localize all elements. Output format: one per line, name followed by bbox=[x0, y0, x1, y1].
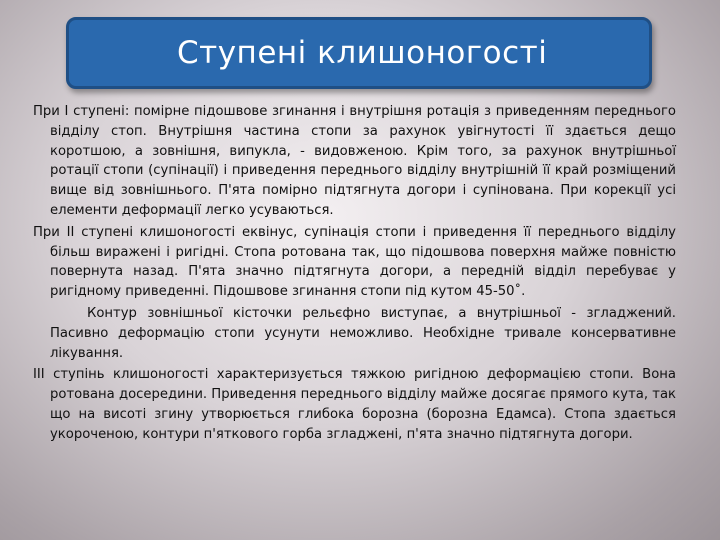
slide-body bbox=[33, 102, 676, 447]
paragraph-stage-2-contour-text: Контур зовнішньої кісточки рельєфно виступає, а внутрішньої - згладжений. Пасивно деформацію стопи усунути неможливо. Необхідне тривале консервативне лікування. bbox=[50, 305, 676, 361]
title-box bbox=[66, 17, 652, 89]
paragraph-stage-3: ІІІ ступінь клишоногості характеризується тяжкою ригідною деформацією стопи. Вона ротована досередини. Приведення переднього відділу майже досягає прямого кута, так що на висоті згину утворюється глибока борозна (борозна Едамса). Стопа здається укороченою, контури п'яткового горба згладжені, п'ята значно підтягнута догори. bbox=[33, 367, 676, 442]
paragraph-stage-2-contour bbox=[33, 304, 676, 363]
slide-title: Ступені клишоногості bbox=[177, 35, 548, 71]
paragraph-stage-2: При ІІ ступені клишоногості еквінус, супінація стопи і приведення її переднього відділу більш виражені і ригідні. Стопа ротована так, що підошвова поверхня майже повністю повернута назад. П'ята значно підтягнута догори, а передній відділ перебуває у ригідному приведенні. Підошвове згинання стопи під кутом 45-50˚. bbox=[33, 224, 676, 300]
paragraph-stage-1: При І ступені: помірне підошвове згинання і внутрішня ротація з приведенням переднього відділу стоп. Внутрішня частина стопи за рахунок увігнутості її здається дещо коротшою, а зовнішня, випукла, - видовженою. Крім того, за рахунок внутрішньої ротації стопи (супінації) і приведення переднього відділу внутрішній її край розміщений вище від зовнішнього. П'ята помірно підтягнута догори і супінована. При корекції усі елементи деформації легко усуваються. bbox=[33, 104, 676, 218]
